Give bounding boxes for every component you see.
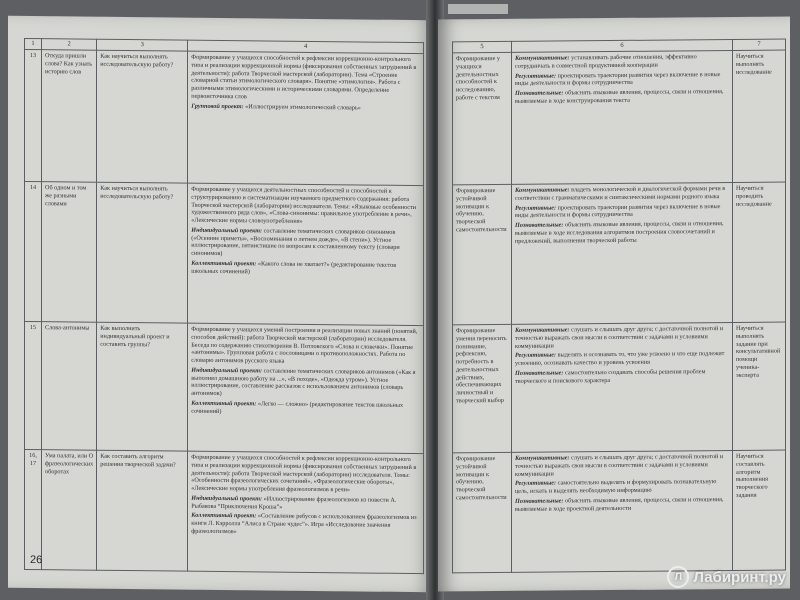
lesson-topic: Слова-антонимы: [42, 322, 97, 451]
skill-text: проектировать траектории развития через включение в новые виды деятельности и формы сотрудничества: [515, 70, 721, 88]
skill-label: Регулятивные:: [515, 204, 557, 212]
lesson-number: 15: [25, 322, 42, 450]
skill-label: Регулятивные:: [515, 72, 557, 80]
skill-text: объяснять языковые явления, процессы, связи и отношения, выявляемые в ходе конструирования текста: [515, 88, 724, 105]
paragraph-label: Групповой проект:: [191, 102, 244, 110]
lesson-topic: Ума палата, или О фразеологических оборотах: [42, 450, 97, 571]
result-cell: Формирование умения переносить понимание, рефлексию, потребность в деятельностных действиях, обеспечивающих личностный и творческий выбор: [453, 325, 512, 454]
skill-text: самостоятельно выделять и формулировать познавательную цель, искать и выделять необходимую информацию: [515, 478, 717, 495]
skills-cell: [512, 51, 733, 185]
table-row: [25, 322, 424, 454]
skill-paragraph: [515, 478, 729, 495]
skill-text: устанавливать рабочие отношения, эффективно сотрудничать в совместной продуктивной кооперации: [515, 53, 697, 70]
skill-paragraph: [515, 185, 729, 202]
skill-label: Коммуникативные:: [515, 454, 570, 462]
lesson-question: Как составить алгоритм решения творческой задачи?: [97, 450, 188, 571]
paragraph-text: «Какого слова не хватает?» (редактирование текстов школьных сочинений): [191, 260, 397, 275]
paragraph-text: составление тематических словариков синонимов («Осенние приметы», «Воспоминания о летнем дожде», «В степи»). Устное иллюстрирование, пятиистишие по вопросам к составленному тексту (словари синонимов): [191, 227, 400, 258]
skill-paragraph: [515, 368, 729, 385]
skills-cell: [512, 323, 733, 453]
right-page: [438, 16, 790, 591]
skill-label: Регулятивные:: [515, 351, 557, 360]
lesson-topic: Об одном и том же разными словами: [42, 182, 97, 323]
header-col-5: 5: [453, 41, 512, 53]
table-row: [25, 182, 424, 326]
table-row: [453, 450, 786, 573]
paragraph-label: Коллективный проект:: [191, 399, 257, 408]
lesson-question: Как научиться выполнять исследовательскую работу?: [97, 182, 188, 323]
skill-label: Коммуникативные:: [515, 326, 570, 334]
paragraph-text: «Легко — сложно» (редактирование текстов школьных сочинений): [191, 400, 404, 415]
skill-label: Коммуникативные:: [515, 186, 570, 194]
skill-text: самостоятельно создавать способы решения проблем творческого и поискового характера: [515, 368, 706, 385]
skill-text: владеть монологической и диалогической формами речи в соответствии с грамматическими и синтаксическими нормами родного языка: [515, 185, 726, 202]
table-row: [25, 50, 424, 186]
content-paragraph: [191, 54, 420, 103]
content-paragraph: [191, 495, 420, 513]
skill-paragraph: [515, 203, 729, 220]
paragraph-label: Индивидуальный проект:: [191, 226, 263, 235]
skill-label: Познавательные:: [515, 497, 564, 505]
header-col-7: 7: [733, 39, 786, 51]
note-cell: Научиться проводить исследование: [733, 182, 786, 322]
content-paragraph: [191, 454, 420, 495]
watermark-logo-icon: Л: [667, 566, 689, 588]
skill-text: выделять и осознавать то, что уже усвоено и что еще подлежит усвоению, осознавать качество и уровень усвоения: [515, 350, 725, 367]
content-paragraph: [191, 186, 420, 227]
skill-label: Познавательные:: [515, 89, 564, 97]
skill-text: проектировать траектории развития через включение в новые виды деятельности и формы сотрудничества: [515, 202, 721, 220]
header-col-6: 6: [512, 39, 733, 52]
header-col-1: 1: [25, 38, 42, 49]
paragraph-text: «Иллюстрируем этимологический словарь»: [245, 102, 361, 112]
header-col-2: 2: [42, 39, 97, 51]
paragraph-text: Формирование у учащихся способностей к рефлексии коррекционно-контрольного типа и реализации коррекционной нормы (фиксирования собственных затруднений в деятельности): работа Творческой мастерской (лаборатории) исследователя. Темы: «Особенности фразеологических сочетаний», «Фразеологические обороты», «Лексические нормы употребления фразеологизмов в речи»: [191, 453, 417, 494]
skill-paragraph: [515, 71, 729, 88]
skills-cell: [512, 451, 733, 573]
page-number: 26: [30, 554, 43, 567]
watermark: [667, 566, 786, 588]
skill-label: Познавательные:: [515, 221, 564, 229]
result-cell: Формирование у учащихся деятельностных способностей к исследованию, работе с текстом: [453, 53, 512, 186]
watermark-text: Лабиринт.ру: [693, 568, 786, 586]
paragraph-label: Индивидуальный проект:: [191, 366, 263, 375]
lesson-topic: Откуда пришли слова? Как узнать историю слов: [42, 50, 97, 183]
table-row: [453, 50, 786, 185]
right-table: [452, 38, 786, 573]
content-paragraph: [191, 260, 420, 278]
table-row: [453, 182, 786, 325]
skill-paragraph: [515, 88, 729, 105]
header-col-3: 3: [97, 39, 188, 51]
content-paragraph: [191, 326, 420, 367]
skills-cell: [512, 183, 733, 325]
header-col-4: 4: [188, 40, 424, 54]
skill-label: Коммуникативные:: [515, 54, 570, 62]
paragraph-label: Коллективный проект:: [191, 259, 257, 268]
content-paragraph: [191, 367, 420, 400]
skill-paragraph: [515, 453, 729, 478]
paragraph-text: Формирование у учащихся способностей к рефлексии коррекционно-контрольного типа и реализации коррекционной нормы (фиксирования собственных затруднений в деятельности): работа Творческой мастерской (лаборатории). Тема «Строение словарной статьи этимологического словаря». Понятие «этимология». Работа с различными этимологическими и историческими словарями. Определение первоисточника слов: [191, 53, 417, 101]
table-row: [453, 322, 786, 453]
lesson-content: [188, 51, 424, 185]
content-paragraph: [191, 512, 420, 538]
paragraph-label: Индивидуальный проект:: [191, 494, 263, 503]
paragraph-text: «Составление ребусов с использованием фразеологизмов из книги Л. Кэрролла “Алиса в Стране чудес”». Игра «Исследование значения фразеологизмов»: [191, 512, 417, 536]
result-cell: Формирование устойчивой мотивации к обучению, творческой самостоятельности: [453, 453, 512, 574]
skill-paragraph: [515, 325, 729, 350]
lesson-content: [188, 323, 424, 453]
skill-text: слушать и слышать друг друга; с достаточной полнотой и точностью выражать свои мысли в соответствии с задачами и условиями коммуникации: [515, 325, 724, 350]
skill-text: слушать и слышать друг друга; с достаточной полнотой и точностью выражать свои мысли в соответствии с задачами и условиями коммуникации: [515, 453, 724, 478]
paragraph-text: Формирование у учащихся умений построения и реализации новых знаний (понятий, способов действий): работа Творческой мастерской (лаборатории) исследователя. Беседа по содержанию стихотворения В. Потловского «Слова и словечки». Понятие «антонимы». Групповая работа с пословицами о противоположностях. Работа по словарю антонимов русского языка: [191, 325, 418, 365]
paragraph-label: Коллективный проект:: [191, 512, 257, 520]
paragraph-text: «Иллюстрирование фразеологизмов из повести А. Рыбакова “Приключения Кроша”»: [191, 495, 397, 511]
skill-text: объяснять языковые явления, процессы, связи и отношения, выявляемые в ходе исследования алгоритмов построения словосочетаний и предложений, выполнения творческой работы: [515, 220, 724, 245]
left-table: [24, 38, 424, 574]
skill-label: Регулятивные:: [515, 479, 557, 488]
skill-paragraph: [515, 53, 729, 70]
result-cell: Формирование устойчивой мотивации к обучению, творческой самостоятельности: [453, 185, 512, 326]
skill-paragraph: [515, 350, 729, 367]
lesson-number: 13: [25, 50, 42, 182]
left-page: [8, 16, 432, 592]
note-cell: Научиться выполнять задание при консультативной помощи ученика-эксперта: [733, 322, 786, 450]
lesson-question: Как научиться выполнять исследовательскую работу?: [97, 50, 188, 183]
lesson-number: 16, 17: [25, 450, 42, 570]
lesson-content: [188, 451, 424, 573]
note-cell: Научиться составлять алгоритм выполнения творческого задания: [733, 450, 786, 570]
lesson-number: 14: [25, 182, 42, 322]
skill-paragraph: [515, 220, 729, 245]
table-row: [25, 450, 424, 574]
skill-text: объяснять языковые явления, процессы, связи и отношения, выявляемые в ходе проектной деятельности: [515, 495, 724, 513]
lesson-content: [188, 183, 424, 325]
paragraph-text: Формирование у учащихся деятельностных способностей и способностей к структурированию и систематизации изучаемого предметного содержания: работа Творческой мастерской (лаборатории) исследователя. Темы: «Языковые особенности художественного ряда слов», «Слова-синонимы: правильное употребление в речи», «Лексические нормы словоупотребления»: [191, 185, 417, 225]
skill-paragraph: [515, 496, 729, 513]
content-paragraph: [191, 400, 420, 418]
content-paragraph: [191, 102, 420, 112]
paragraph-text: составление тематических словариков антонимов («Как я выполнял домашнюю работу на ...», «В походе», «Одежда утром»). Устное иллюстрирование, составление рассказов с использованием антонимов (словарь антонимов): [191, 367, 416, 398]
lesson-question: Как выполнить индивидуальный проект и составить группы?: [97, 322, 188, 451]
page-edge-glare: [448, 4, 508, 14]
note-cell: Научиться выполнять исследование: [733, 50, 786, 182]
skill-label: Познавательные:: [515, 369, 564, 377]
content-paragraph: [191, 227, 420, 260]
